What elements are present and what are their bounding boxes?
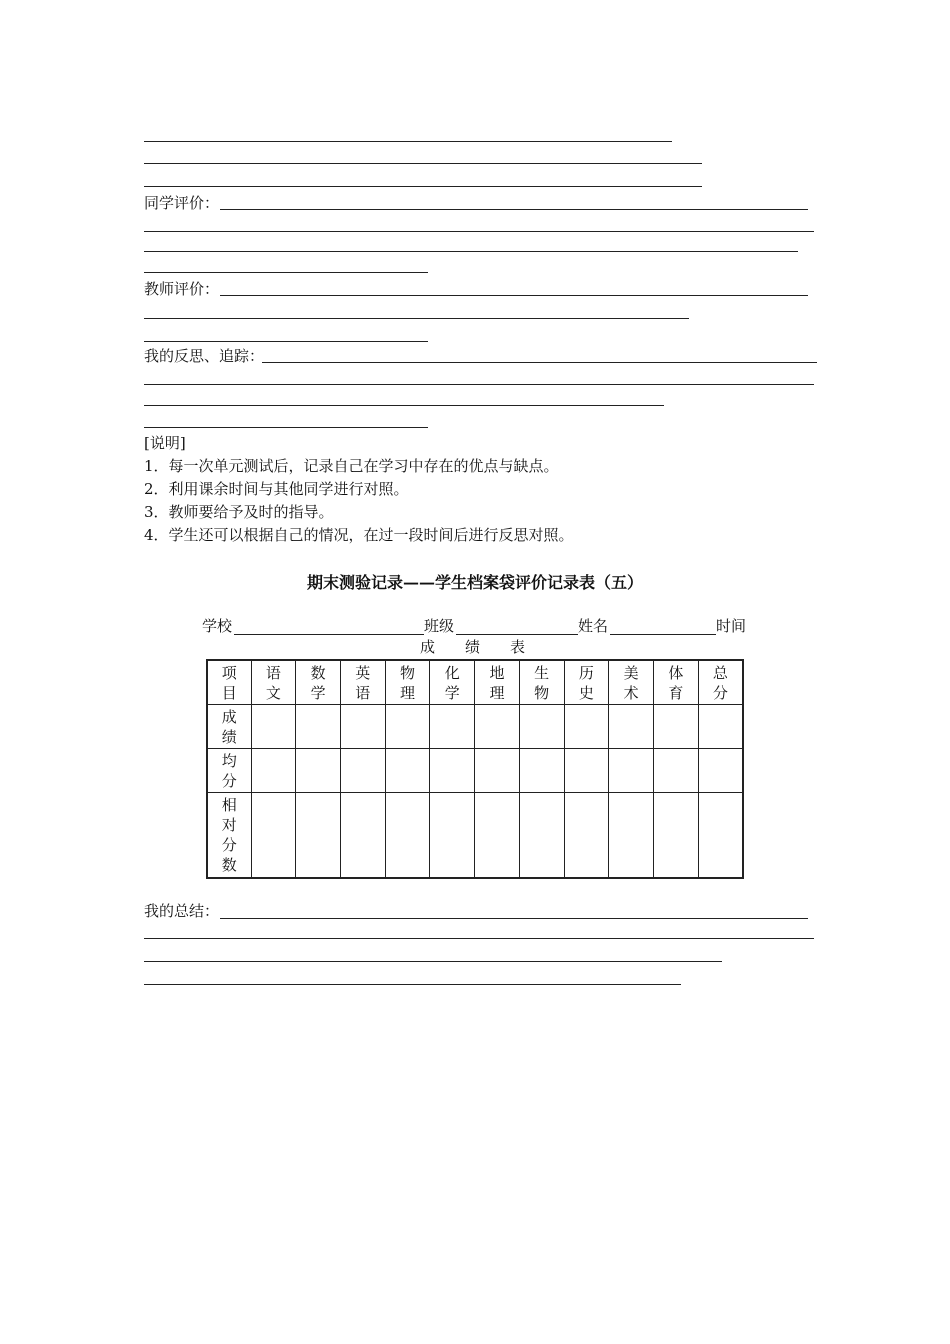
school-blank[interactable] bbox=[234, 634, 424, 635]
row-label-cell: 均分 bbox=[207, 748, 251, 792]
writing-line bbox=[144, 427, 428, 428]
header-cell: 历史 bbox=[564, 660, 609, 704]
score-cell[interactable] bbox=[519, 704, 564, 748]
score-cell[interactable] bbox=[296, 748, 341, 792]
class-label: 班级 bbox=[424, 617, 455, 635]
header-cell: 生物 bbox=[519, 660, 564, 704]
row-label-cell: 成绩 bbox=[207, 704, 251, 748]
score-cell[interactable] bbox=[653, 704, 698, 748]
writing-line bbox=[144, 938, 814, 939]
score-cell[interactable] bbox=[653, 748, 698, 792]
peer-evaluation-label: 同学评价： bbox=[144, 194, 220, 212]
score-cell[interactable] bbox=[385, 748, 430, 792]
row-label-cell: 相对分数 bbox=[207, 792, 251, 878]
score-cell[interactable] bbox=[385, 704, 430, 748]
note-item: 2．利用课余时间与其他同学进行对照。 bbox=[144, 480, 409, 498]
writing-line bbox=[144, 984, 681, 985]
table-caption: 成 绩 表 bbox=[420, 638, 526, 656]
header-cell: 数学 bbox=[296, 660, 341, 704]
score-cell[interactable] bbox=[564, 748, 609, 792]
writing-line bbox=[144, 341, 428, 342]
teacher-evaluation-label: 教师评价： bbox=[144, 280, 220, 298]
header-cell: 美术 bbox=[609, 660, 654, 704]
header-cell: 物理 bbox=[385, 660, 430, 704]
peer-evaluation-line[interactable] bbox=[220, 209, 808, 210]
self-reflection-label: 我的反思、追踪： bbox=[144, 347, 265, 365]
score-cell[interactable] bbox=[430, 704, 475, 748]
header-cell: 项目 bbox=[207, 660, 251, 704]
score-cell[interactable] bbox=[475, 792, 520, 878]
score-cell[interactable] bbox=[251, 748, 296, 792]
score-cell[interactable] bbox=[385, 792, 430, 878]
score-cell[interactable] bbox=[653, 792, 698, 878]
note-item: 1．每一次单元测试后，记录自己在学习中存在的优点与缺点。 bbox=[144, 457, 559, 475]
teacher-evaluation-line[interactable] bbox=[220, 295, 808, 296]
score-cell[interactable] bbox=[475, 704, 520, 748]
name-label: 姓名 bbox=[578, 617, 609, 635]
writing-line bbox=[144, 231, 814, 232]
score-cell[interactable] bbox=[698, 792, 743, 878]
score-cell[interactable] bbox=[251, 792, 296, 878]
note-item: 4．学生还可以根据自己的情况，在过一段时间后进行反思对照。 bbox=[144, 526, 574, 544]
summary-line[interactable] bbox=[220, 918, 808, 919]
writing-line bbox=[144, 384, 814, 385]
score-cell[interactable] bbox=[564, 704, 609, 748]
writing-line bbox=[144, 961, 722, 962]
summary-label: 我的总结： bbox=[144, 902, 220, 920]
score-cell[interactable] bbox=[609, 792, 654, 878]
table-row bbox=[207, 748, 743, 792]
table-row bbox=[207, 704, 743, 748]
score-cell[interactable] bbox=[698, 748, 743, 792]
writing-line bbox=[144, 163, 702, 164]
class-blank[interactable] bbox=[456, 634, 578, 635]
score-cell[interactable] bbox=[296, 792, 341, 878]
header-cell: 英语 bbox=[340, 660, 385, 704]
score-cell[interactable] bbox=[430, 792, 475, 878]
writing-line bbox=[144, 186, 702, 187]
score-cell[interactable] bbox=[340, 704, 385, 748]
self-reflection-line[interactable] bbox=[262, 362, 817, 363]
writing-line bbox=[144, 405, 664, 406]
score-cell[interactable] bbox=[519, 748, 564, 792]
school-label: 学校 bbox=[202, 617, 233, 635]
header-cell: 体育 bbox=[653, 660, 698, 704]
score-cell[interactable] bbox=[519, 792, 564, 878]
score-cell[interactable] bbox=[430, 748, 475, 792]
note-item: 3．教师要给予及时的指导。 bbox=[144, 503, 334, 521]
header-cell: 总分 bbox=[698, 660, 743, 704]
score-cell[interactable] bbox=[251, 704, 296, 748]
time-label: 时间 bbox=[716, 617, 747, 635]
score-cell[interactable] bbox=[609, 704, 654, 748]
score-cell[interactable] bbox=[340, 792, 385, 878]
score-table bbox=[206, 659, 744, 879]
header-cell: 化学 bbox=[430, 660, 475, 704]
header-cell: 地理 bbox=[475, 660, 520, 704]
score-cell[interactable] bbox=[475, 748, 520, 792]
header-cell: 语文 bbox=[251, 660, 296, 704]
score-cell[interactable] bbox=[698, 704, 743, 748]
score-cell[interactable] bbox=[340, 748, 385, 792]
notes-heading: [说明] bbox=[144, 434, 186, 452]
writing-line bbox=[144, 251, 798, 252]
score-cell[interactable] bbox=[296, 704, 341, 748]
writing-line bbox=[144, 272, 428, 273]
writing-line bbox=[144, 318, 689, 319]
name-blank[interactable] bbox=[610, 634, 716, 635]
table-header-row bbox=[207, 660, 743, 704]
table-row bbox=[207, 792, 743, 878]
score-cell[interactable] bbox=[609, 748, 654, 792]
writing-line bbox=[144, 141, 672, 142]
score-cell[interactable] bbox=[564, 792, 609, 878]
record-title: 期末测验记录——学生档案袋评价记录表（五） bbox=[306, 573, 643, 592]
